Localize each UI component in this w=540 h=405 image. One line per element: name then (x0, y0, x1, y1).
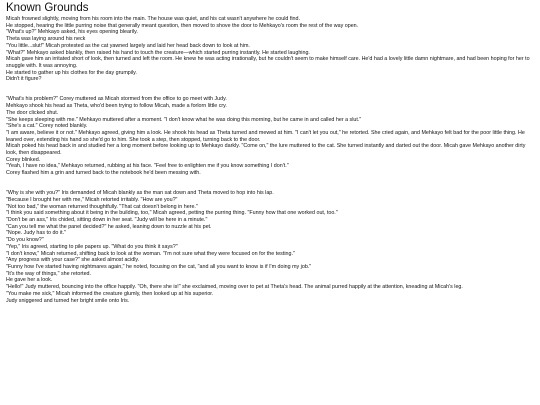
paragraph: The door clicked shut. (6, 109, 59, 116)
paragraph: "Nope. Judy has to do it." (6, 230, 66, 237)
paragraph: Micah frowned slightly, moving from his room into the main. The house was quiet, and his cat wasn't anywhere he could find. (6, 16, 300, 22)
paragraph: Micah poked his head back in and studied her a long moment before looking up to Mehkayo darkly. "Come on," the lure muttered to the cat. She turned instantly and darted out the door. Micah gave Mehkayo another dirty look, then disappeared. (6, 143, 526, 157)
paragraph: He started to gather up his clothes for the day grumpily. (6, 69, 137, 76)
paragraph: "You make me sick," Micah informed the creature glumly, then looked up at his superior. (6, 290, 214, 297)
document-title: Known Grounds (6, 2, 89, 14)
paragraph: "Any progress with your case?" she asked almost acidly. (6, 257, 140, 264)
paragraph: Judy sniggered and turned her bright smile onto Iris. (6, 297, 130, 304)
text-section (6, 190, 536, 304)
document-body (6, 16, 536, 304)
paragraph: "Why is she with you?" Iris demanded of Micah blankly as the man sat down and Theta moved to hop into his lap. (6, 190, 274, 197)
text-section (6, 16, 536, 83)
paragraph: "Do you know?" (6, 237, 44, 244)
paragraph: "Not too bad," the woman returned thoughtfully. "That cat doesn't belong in here." (6, 203, 198, 210)
paragraph: "I am aware, believe it or not." Mehkayo agreed, giving him a look. He shook his head as Theta turned and mewed at him. "I can't let you out," he retorted. She cried again, and Mehkayo felt bad for the poor little thing. He leaned over, extending his hand so she'd go to him. She took a step, then stopped, turning back to the door. (6, 129, 525, 143)
text-section (6, 96, 536, 176)
paragraph: Theta was laying around his neck (6, 36, 86, 43)
paragraph: "She's a cat." Corey noted blankly. (6, 123, 88, 130)
paragraph: "Yeah, I have no idea," Mehkayo returned, rubbing at his face. "Feel free to enlighten me if you know something I don't." (6, 163, 289, 170)
paragraph: "What?" Mehkayo asked blankly, then raised his hand to touch the creature—which started purring instantly. He started laughing. (6, 49, 310, 56)
paragraph: "You little...slut!" Micah protested as the cat yawned largely and laid her head back down to look at him. (6, 42, 250, 49)
paragraph: "What's his problem?" Corey muttered as Micah stormed from the office to go meet with Judy. (6, 96, 227, 103)
paragraph: "She keeps sleeping with me." Mehkayo muttered after a moment. "I don't know what he was doing this morning, but he came in and called her a slut." (6, 116, 362, 123)
paragraph: "Yep," Iris agreed, starting to pile papers up. "What do you think it says?" (6, 243, 178, 250)
paragraph: "I think you said something about it being in the building, too," Micah agreed, petting the purring thing. "Funny how that one worked out, too." (6, 210, 338, 217)
paragraph: He stopped, hearing the little purring noise that generally meant question, then moved to shove the door to Mehkayo's room the rest of the way open. (6, 22, 359, 29)
paragraph: Corey flashed him a grin and turned back to the notebook he'd been messing with. (6, 170, 201, 177)
paragraph: Mehkayo shook his head as Theta, who'd been trying to follow Micah, made a forlorn little cry. (6, 103, 227, 110)
section-break (6, 83, 536, 96)
paragraph: Corey blinked. (6, 156, 41, 163)
paragraph: "I don't know," Micah returned, shifting back to look at the woman. "I'm not sure what they were focused on for the testing." (6, 250, 295, 257)
paragraph: "Funny how I've started having nightmares again," he noted, focusing on the cat, "and all you want to know is if I'm doing my job." (6, 263, 312, 270)
paragraph: Didn't it figure? (6, 76, 42, 83)
section-break (6, 177, 536, 190)
paragraph: "Hello!" Judy muttered, bouncing into the office happily. "Oh, there she is!" she exclaimed, moving over to pet at Theta's head. The animal purred happily at the attention, kneading at Micah's leg. (6, 284, 463, 291)
paragraph: "Can you tell me what the panel decided?" he asked, leaning down to nuzzle at his pet. (6, 223, 212, 230)
paragraph: "It's the way of things," she retorted. (6, 270, 92, 277)
paragraph: "Because I brought her with me," Micah retorted irritably. "How are you?" (6, 196, 178, 203)
paragraph: He gave her a look. (6, 277, 53, 284)
paragraph: Micah gave him an irritated short of look, then turned and left the room. He knew he was acting irrationally, but he couldn't seem to make himself care. He'd had a lovely little damn nightmare, and had been hoping for her to snuggle with. It was annoying. (6, 56, 530, 69)
paragraph: "What's up?" Mehkayo asked, his eyes opening blearily. (6, 29, 138, 36)
paragraph: "Don't be an ass," Iris chided, sitting down in her seat. "Judy will be here in a minute." (6, 217, 208, 224)
